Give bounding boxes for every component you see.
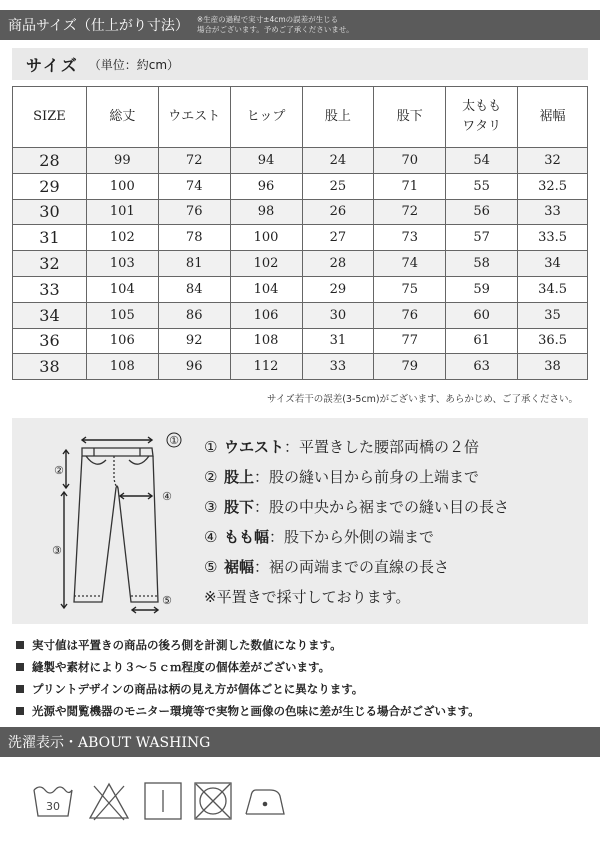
guide-desc: ：裾の両端までの直線の長さ <box>254 558 450 576</box>
col-header-size: SIZE <box>13 87 87 148</box>
measure-cell: 98 <box>230 199 302 225</box>
measure-cell: 35 <box>518 302 588 328</box>
measure-cell: 75 <box>374 276 446 302</box>
col-header-hip: ヒップ <box>230 87 302 148</box>
guide-num: ④ <box>204 528 218 546</box>
measure-cell: 73 <box>374 225 446 251</box>
measure-cell: 74 <box>374 251 446 277</box>
measure-cell: 34 <box>518 251 588 277</box>
measure-cell: 105 <box>86 302 158 328</box>
measure-cell: 60 <box>446 302 518 328</box>
guide-note-text: ※平置きで採寸しております。 <box>204 588 411 606</box>
washing-title: 洗濯表示・ABOUT WASHING <box>8 735 211 751</box>
measure-cell: 112 <box>230 354 302 380</box>
measure-cell: 29 <box>302 276 374 302</box>
measure-cell: 70 <box>374 148 446 174</box>
size-cell: 32 <box>13 251 87 277</box>
measure-cell: 96 <box>230 173 302 199</box>
guide-num: ① <box>204 438 218 456</box>
size-cell: 38 <box>13 354 87 380</box>
guide-desc: ：股下から外側の端まで <box>269 528 435 546</box>
bullet-square-icon <box>16 663 24 671</box>
measure-cell: 55 <box>446 173 518 199</box>
measure-cell: 100 <box>230 225 302 251</box>
measure-cell: 25 <box>302 173 374 199</box>
header-note-line1: ※生産の過程で実寸±4cmの誤差が生じる <box>196 15 339 24</box>
marker-3: ③ <box>52 544 62 557</box>
size-cell: 33 <box>13 276 87 302</box>
header-note <box>197 15 354 35</box>
bullet-square-icon <box>16 685 24 693</box>
measure-cell: 32 <box>518 148 588 174</box>
guide-num: ③ <box>204 498 218 516</box>
wash-temp-label: 30 <box>46 800 60 813</box>
measure-cell: 92 <box>158 328 230 354</box>
measure-cell: 86 <box>158 302 230 328</box>
measure-cell: 27 <box>302 225 374 251</box>
product-size-header <box>0 10 600 40</box>
note-item <box>16 656 480 678</box>
pants-diagram-icon <box>52 426 192 618</box>
col-header-waist: ウエスト <box>158 87 230 148</box>
size-row <box>13 148 588 174</box>
measure-cell: 72 <box>158 148 230 174</box>
size-cell: 28 <box>13 148 87 174</box>
size-cell: 34 <box>13 302 87 328</box>
measure-cell: 54 <box>446 148 518 174</box>
iron-dot-icon <box>263 802 268 807</box>
measure-cell: 58 <box>446 251 518 277</box>
size-row <box>13 173 588 199</box>
col-header-rise: 股上 <box>302 87 374 148</box>
guide-num: ② <box>204 468 218 486</box>
measure-cell: 34.5 <box>518 276 588 302</box>
measure-cell: 76 <box>374 302 446 328</box>
guide-item-rise <box>204 466 509 496</box>
no-tumble-dry-icon <box>190 778 236 824</box>
note-item <box>16 634 480 656</box>
header-note-line2: 場合がございます。予めご了承くださいませ。 <box>196 25 354 34</box>
measure-cell: 106 <box>230 302 302 328</box>
measure-cell: 99 <box>86 148 158 174</box>
measure-cell: 74 <box>158 173 230 199</box>
measure-cell: 24 <box>302 148 374 174</box>
measure-cell: 94 <box>230 148 302 174</box>
measure-cell: 31 <box>302 328 374 354</box>
measure-cell: 78 <box>158 225 230 251</box>
measure-cell: 26 <box>302 199 374 225</box>
guide-item-inseam <box>204 496 509 526</box>
measure-cell: 33.5 <box>518 225 588 251</box>
measure-cell: 72 <box>374 199 446 225</box>
note-text: 実寸値は平置きの商品の後ろ側を計測した数値になります。 <box>32 638 342 652</box>
guide-item-waist <box>204 436 509 466</box>
size-row <box>13 276 588 302</box>
measure-cell: 104 <box>86 276 158 302</box>
measure-cell: 100 <box>86 173 158 199</box>
no-bleach-icon <box>86 778 132 824</box>
size-section-title: サイズ <box>26 55 79 75</box>
measure-cell: 57 <box>446 225 518 251</box>
guide-desc: ：股の縫い目から前身の上端まで <box>254 468 480 486</box>
size-table <box>12 86 588 380</box>
header-title: 商品サイズ（仕上がり寸法） <box>8 18 189 34</box>
measure-cell: 32.5 <box>518 173 588 199</box>
measure-cell: 81 <box>158 251 230 277</box>
measure-cell: 96 <box>158 354 230 380</box>
size-row <box>13 302 588 328</box>
guide-flat-note <box>204 586 509 616</box>
measure-cell: 33 <box>518 199 588 225</box>
note-item <box>16 700 480 722</box>
washing-icons <box>0 770 600 840</box>
guide-label: もも幅 <box>224 528 270 546</box>
marker-2: ② <box>54 464 64 477</box>
size-table-header-row <box>13 87 588 148</box>
size-row <box>13 328 588 354</box>
note-text: プリントデザインの商品は柄の見え方が個体ごとに異なります。 <box>32 682 364 696</box>
marker-4: ④ <box>162 490 172 503</box>
guide-label: ウエスト <box>224 438 285 456</box>
guide-item-thigh <box>204 526 509 556</box>
guide-item-hem <box>204 556 509 586</box>
measurement-guide-list <box>204 436 509 616</box>
washing-header <box>0 727 600 757</box>
measure-cell: 108 <box>230 328 302 354</box>
note-text: 縫製や素材により３～５ｃｍ程度の個体差がございます。 <box>32 660 331 674</box>
measure-cell: 102 <box>230 251 302 277</box>
col-header-hem: 裾幅 <box>518 87 588 148</box>
measure-cell: 28 <box>302 251 374 277</box>
marker-1: ① <box>169 434 179 447</box>
size-row <box>13 354 588 380</box>
col-header-total-length: 総丈 <box>86 87 158 148</box>
measure-cell: 30 <box>302 302 374 328</box>
size-section-title-box <box>12 48 588 80</box>
line-dry-icon <box>140 778 186 824</box>
guide-label: 股下 <box>224 498 255 516</box>
measure-cell: 101 <box>86 199 158 225</box>
note-text: 光源や閲覧機器のモニター環境等で実物と画像の色味に差が生じる場合がございます。 <box>32 704 480 718</box>
col-header-inseam: 股下 <box>374 87 446 148</box>
measure-cell: 36.5 <box>518 328 588 354</box>
size-cell: 36 <box>13 328 87 354</box>
size-row <box>13 251 588 277</box>
measure-cell: 61 <box>446 328 518 354</box>
measure-cell: 63 <box>446 354 518 380</box>
measure-cell: 38 <box>518 354 588 380</box>
marker-5: ⑤ <box>162 594 172 607</box>
wash-30-icon <box>30 778 76 824</box>
guide-desc: ：平置きした腰部両橋の２倍 <box>284 438 480 456</box>
measure-cell: 84 <box>158 276 230 302</box>
measure-cell: 76 <box>158 199 230 225</box>
guide-label: 裾幅 <box>224 558 255 576</box>
guide-label: 股上 <box>224 468 255 486</box>
measure-cell: 71 <box>374 173 446 199</box>
measure-cell: 79 <box>374 354 446 380</box>
col-header-thigh: 太もも ワタリ <box>446 87 518 148</box>
size-section-unit: （単位：約cm） <box>88 57 180 72</box>
note-item <box>16 678 480 700</box>
table-tolerance-note: サイズ若干の誤差(3-5cm)がございます、あらかじめ、ご了承ください。 <box>266 394 578 405</box>
measurement-guide <box>12 418 588 624</box>
measure-cell: 59 <box>446 276 518 302</box>
size-cell: 31 <box>13 225 87 251</box>
iron-low-icon <box>242 778 288 824</box>
size-cell: 29 <box>13 173 87 199</box>
size-row <box>13 225 588 251</box>
measure-cell: 104 <box>230 276 302 302</box>
size-row <box>13 199 588 225</box>
bullet-square-icon <box>16 641 24 649</box>
bullet-square-icon <box>16 707 24 715</box>
measure-cell: 102 <box>86 225 158 251</box>
measure-cell: 106 <box>86 328 158 354</box>
measure-cell: 33 <box>302 354 374 380</box>
measure-cell: 103 <box>86 251 158 277</box>
measure-cell: 108 <box>86 354 158 380</box>
measure-cell: 56 <box>446 199 518 225</box>
size-cell: 30 <box>13 199 87 225</box>
guide-num: ⑤ <box>204 558 218 576</box>
notes-list <box>16 634 480 722</box>
measure-cell: 77 <box>374 328 446 354</box>
guide-desc: ：股の中央から裾までの縫い目の長さ <box>254 498 510 516</box>
